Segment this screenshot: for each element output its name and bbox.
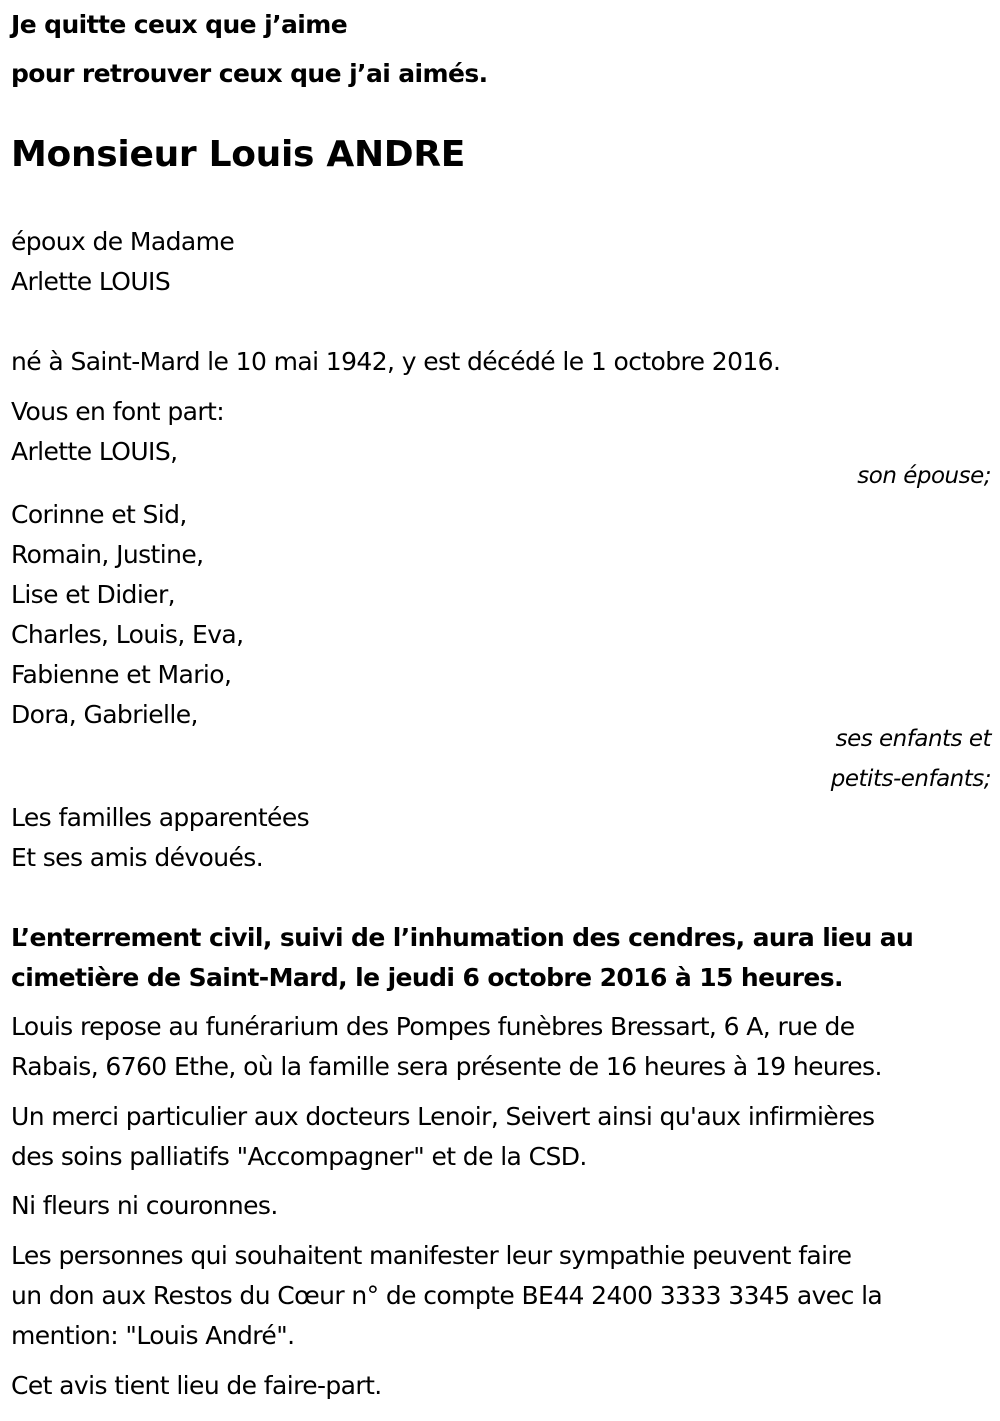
repose-line-2: Rabais, 6760 Ethe, où la famille sera présente de 16 heures à 19 heures. (11, 1052, 882, 1081)
relation-children-1: ses enfants et (835, 726, 991, 752)
spouse-line-2: Arlette LOUIS (11, 267, 171, 296)
announcer-friends: Et ses amis dévoués. (11, 843, 264, 872)
relation-spouse: son épouse; (857, 463, 991, 489)
announcer-child-5: Fabienne et Mario, (11, 660, 232, 689)
deceased-name: Monsieur Louis ANDRE (11, 134, 466, 175)
spouse-line-1: époux de Madame (11, 227, 235, 256)
closing-note: Cet avis tient lieu de faire-part. (11, 1371, 382, 1400)
announcer-child-1: Corinne et Sid, (11, 500, 187, 529)
funeral-details-line-2: cimetière de Saint-Mard, le jeudi 6 octobre 2016 à 15 heures. (11, 963, 843, 992)
announcer-child-3: Lise et Didier, (11, 580, 175, 609)
announcers-intro: Vous en font part: (11, 397, 225, 426)
donation-line-2: un don aux Restos du Cœur n° de compte BE44 2400 3333 3345 avec la (11, 1281, 883, 1310)
relation-children-2: petits-enfants; (830, 766, 991, 792)
epigraph-line-1: Je quitte ceux que j’aime (11, 10, 348, 39)
funeral-details-line-1: L’enterrement civil, suivi de l’inhumation des cendres, aura lieu au (11, 923, 914, 952)
announcer-spouse: Arlette LOUIS, (11, 437, 178, 466)
donation-line-1: Les personnes qui souhaitent manifester leur sympathie peuvent faire (11, 1241, 852, 1270)
no-flowers: Ni fleurs ni couronnes. (11, 1191, 278, 1220)
thanks-line-2: des soins palliatifs "Accompagner" et de la CSD. (11, 1142, 587, 1171)
donation-line-3: mention: "Louis André". (11, 1321, 295, 1350)
announcer-families: Les familles apparentées (11, 803, 310, 832)
announcer-child-4: Charles, Louis, Eva, (11, 620, 244, 649)
repose-line-1: Louis repose au funérarium des Pompes funèbres Bressart, 6 A, rue de (11, 1012, 855, 1041)
announcer-child-6: Dora, Gabrielle, (11, 700, 198, 729)
birth-death-dates: né à Saint-Mard le 10 mai 1942, y est décédé le 1 octobre 2016. (11, 347, 781, 376)
thanks-line-1: Un merci particulier aux docteurs Lenoir, Seivert ainsi qu'aux infirmières (11, 1102, 875, 1131)
epigraph-line-2: pour retrouver ceux que j’ai aimés. (11, 59, 488, 88)
announcer-child-2: Romain, Justine, (11, 540, 204, 569)
